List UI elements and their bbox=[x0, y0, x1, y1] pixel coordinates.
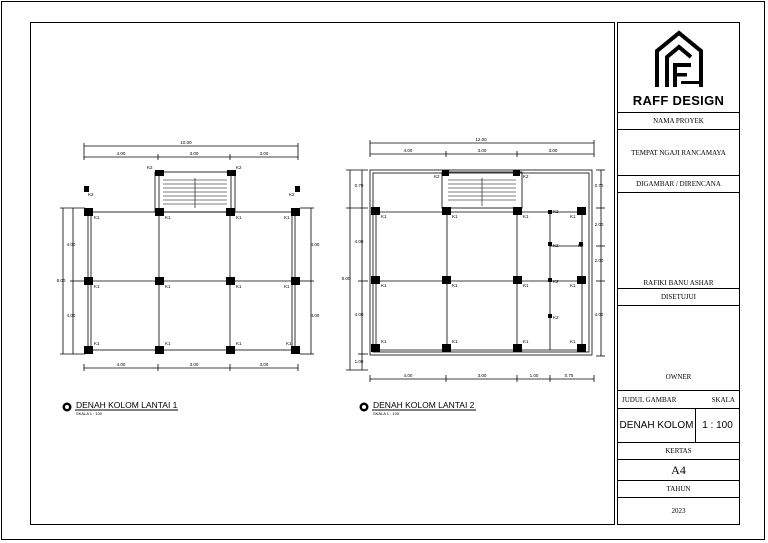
plan1-k1-label: K1 bbox=[236, 215, 242, 220]
plan2-k1-label: K1 bbox=[523, 283, 529, 288]
raff-design-logo-icon bbox=[649, 27, 709, 93]
title-block bbox=[617, 22, 740, 525]
plan1-dim-right-2: 4.00 bbox=[310, 313, 320, 318]
plan1-dim-total: 10.00 bbox=[180, 140, 192, 145]
plan2-k2-label: K2 bbox=[553, 243, 559, 248]
plan2-dim-right-4: 4.00 bbox=[594, 312, 604, 317]
plan2-dim-top-2: 3.00 bbox=[477, 148, 487, 153]
plan2-k1-label: K1 bbox=[570, 283, 576, 288]
year-label: TAHUN bbox=[618, 480, 739, 497]
drawing-title: DENAH KOLOM bbox=[618, 409, 696, 442]
plan2-dim-right-3: 2.00 bbox=[594, 258, 604, 263]
plan1-dim-right-1: 4.00 bbox=[310, 242, 320, 247]
plan1-dim-left-1: 4.00 bbox=[66, 242, 76, 247]
plan2-dim-total: 12.00 bbox=[475, 137, 487, 142]
drawing-title-label-text: JUDUL GAMBAR bbox=[622, 395, 677, 404]
plan1-k2-label: K2 bbox=[289, 192, 295, 197]
plan2-k1-label: K1 bbox=[452, 214, 458, 219]
plan1-k1-label: K1 bbox=[286, 341, 292, 346]
plan2-k2-label: K2 bbox=[553, 279, 559, 284]
plan1-dim-bottom-1: 4.00 bbox=[116, 362, 126, 367]
plan1-k1-label: K1 bbox=[284, 284, 290, 289]
plan2-k1-label: K1 bbox=[523, 339, 529, 344]
plan1-dim-top-3: 3.00 bbox=[259, 151, 269, 156]
plan2-k1-label: K1 bbox=[452, 283, 458, 288]
plan1-k1-label: K1 bbox=[94, 341, 100, 346]
plan1-k1-label: K1 bbox=[165, 341, 171, 346]
plan2-dim-bottom-2: 3.00 bbox=[477, 373, 487, 378]
plan1-dim-left-2: 4.00 bbox=[66, 313, 76, 318]
drawing-scale: 1 : 100 bbox=[702, 420, 733, 431]
plan1-k1-label: K1 bbox=[94, 215, 100, 220]
paper-size: A4 bbox=[618, 459, 739, 480]
plan2-k2-label: K2 bbox=[553, 209, 559, 214]
drawn-label: DIGAMBAR / DIRENCANA bbox=[618, 175, 739, 192]
plan2-dim-left-2: 4.00 bbox=[354, 239, 364, 244]
project-name: TEMPAT NGAJI RANCAMAYA bbox=[618, 129, 739, 175]
plan2-k2-label: K2 bbox=[523, 174, 529, 179]
plan2-dim-bottom-3: 1.00 bbox=[529, 373, 539, 378]
designer-area bbox=[618, 192, 739, 288]
plan1-k1-label: K1 bbox=[236, 284, 242, 289]
year-value: 2023 bbox=[618, 497, 739, 524]
plan2-dim-top-1: 4.00 bbox=[403, 148, 413, 153]
plan2-k1-label: K1 bbox=[523, 214, 529, 219]
approved-label: DISETUJUI bbox=[618, 288, 739, 305]
drawing-title-row bbox=[618, 408, 739, 442]
designer-name: RAFIKI BANU ASHAR bbox=[643, 279, 714, 287]
plan2-dim-right-1: 0.70 bbox=[594, 183, 604, 188]
plan2-dim-right-2: 2.00 bbox=[594, 222, 604, 227]
plan1-scale: SKALA 1 : 100 bbox=[76, 411, 103, 416]
plan-1 bbox=[60, 143, 314, 371]
plan2-title: DENAH KOLOM LANTAI 2 bbox=[373, 400, 475, 410]
paper-label: KERTAS bbox=[618, 442, 739, 459]
plan1-k2-label: K2 bbox=[147, 165, 153, 170]
logo-area bbox=[618, 23, 739, 112]
plan2-dim-left-4: 1.00 bbox=[354, 359, 364, 364]
plan2-scale: SKALA 1 : 100 bbox=[373, 411, 400, 416]
plan1-dim-left-total: 8.00 bbox=[56, 278, 66, 283]
plan-2 bbox=[346, 140, 605, 382]
plan2-k1-label: K1 bbox=[381, 214, 387, 219]
plan2-dim-bottom-1: 4.00 bbox=[403, 373, 413, 378]
plan1-title: DENAH KOLOM LANTAI 1 bbox=[76, 400, 178, 410]
plan2-k2-label: K2 bbox=[578, 243, 584, 248]
plan1-k1-label: K1 bbox=[165, 284, 171, 289]
plan2-k2-label: K2 bbox=[553, 315, 559, 320]
plan1-dim-bottom-2: 3.00 bbox=[189, 362, 199, 367]
plan2-dim-left-1: 0.70 bbox=[354, 183, 364, 188]
plan1-k1-label: K1 bbox=[236, 341, 242, 346]
plan1-dim-top-1: 4.00 bbox=[116, 151, 126, 156]
plan2-k2-label: K2 bbox=[434, 174, 440, 179]
plan2-dim-left-3: 4.00 bbox=[354, 312, 364, 317]
plan1-k1-label: K1 bbox=[284, 215, 290, 220]
plan2-dim-top-3: 3.00 bbox=[548, 148, 558, 153]
plan2-k1-label: K1 bbox=[381, 283, 387, 288]
plan1-k2-label: K2 bbox=[88, 192, 94, 197]
plan1-k2-label: K2 bbox=[236, 165, 242, 170]
brand-name: RAFF DESIGN bbox=[632, 93, 725, 108]
plan2-dim-left-total: 8.00 bbox=[341, 276, 351, 281]
project-label: NAMA PROYEK bbox=[618, 112, 739, 129]
plan1-k1-label: K1 bbox=[94, 284, 100, 289]
plan2-k1-label: K1 bbox=[452, 339, 458, 344]
plan1-dim-top-2: 3.00 bbox=[189, 151, 199, 156]
owner-label: OWNER bbox=[665, 373, 692, 381]
plan2-k1-label: K1 bbox=[381, 339, 387, 344]
scale-label: SKALA bbox=[711, 395, 735, 404]
plan1-k1-label: K1 bbox=[165, 215, 171, 220]
plan1-dim-bottom-3: 3.00 bbox=[259, 362, 269, 367]
plan2-k1-label: K1 bbox=[570, 214, 576, 219]
drawing-title-label bbox=[618, 390, 739, 408]
plan2-k1-label: K1 bbox=[570, 339, 576, 344]
plan2-dim-bottom-4: 0.75 bbox=[564, 373, 574, 378]
